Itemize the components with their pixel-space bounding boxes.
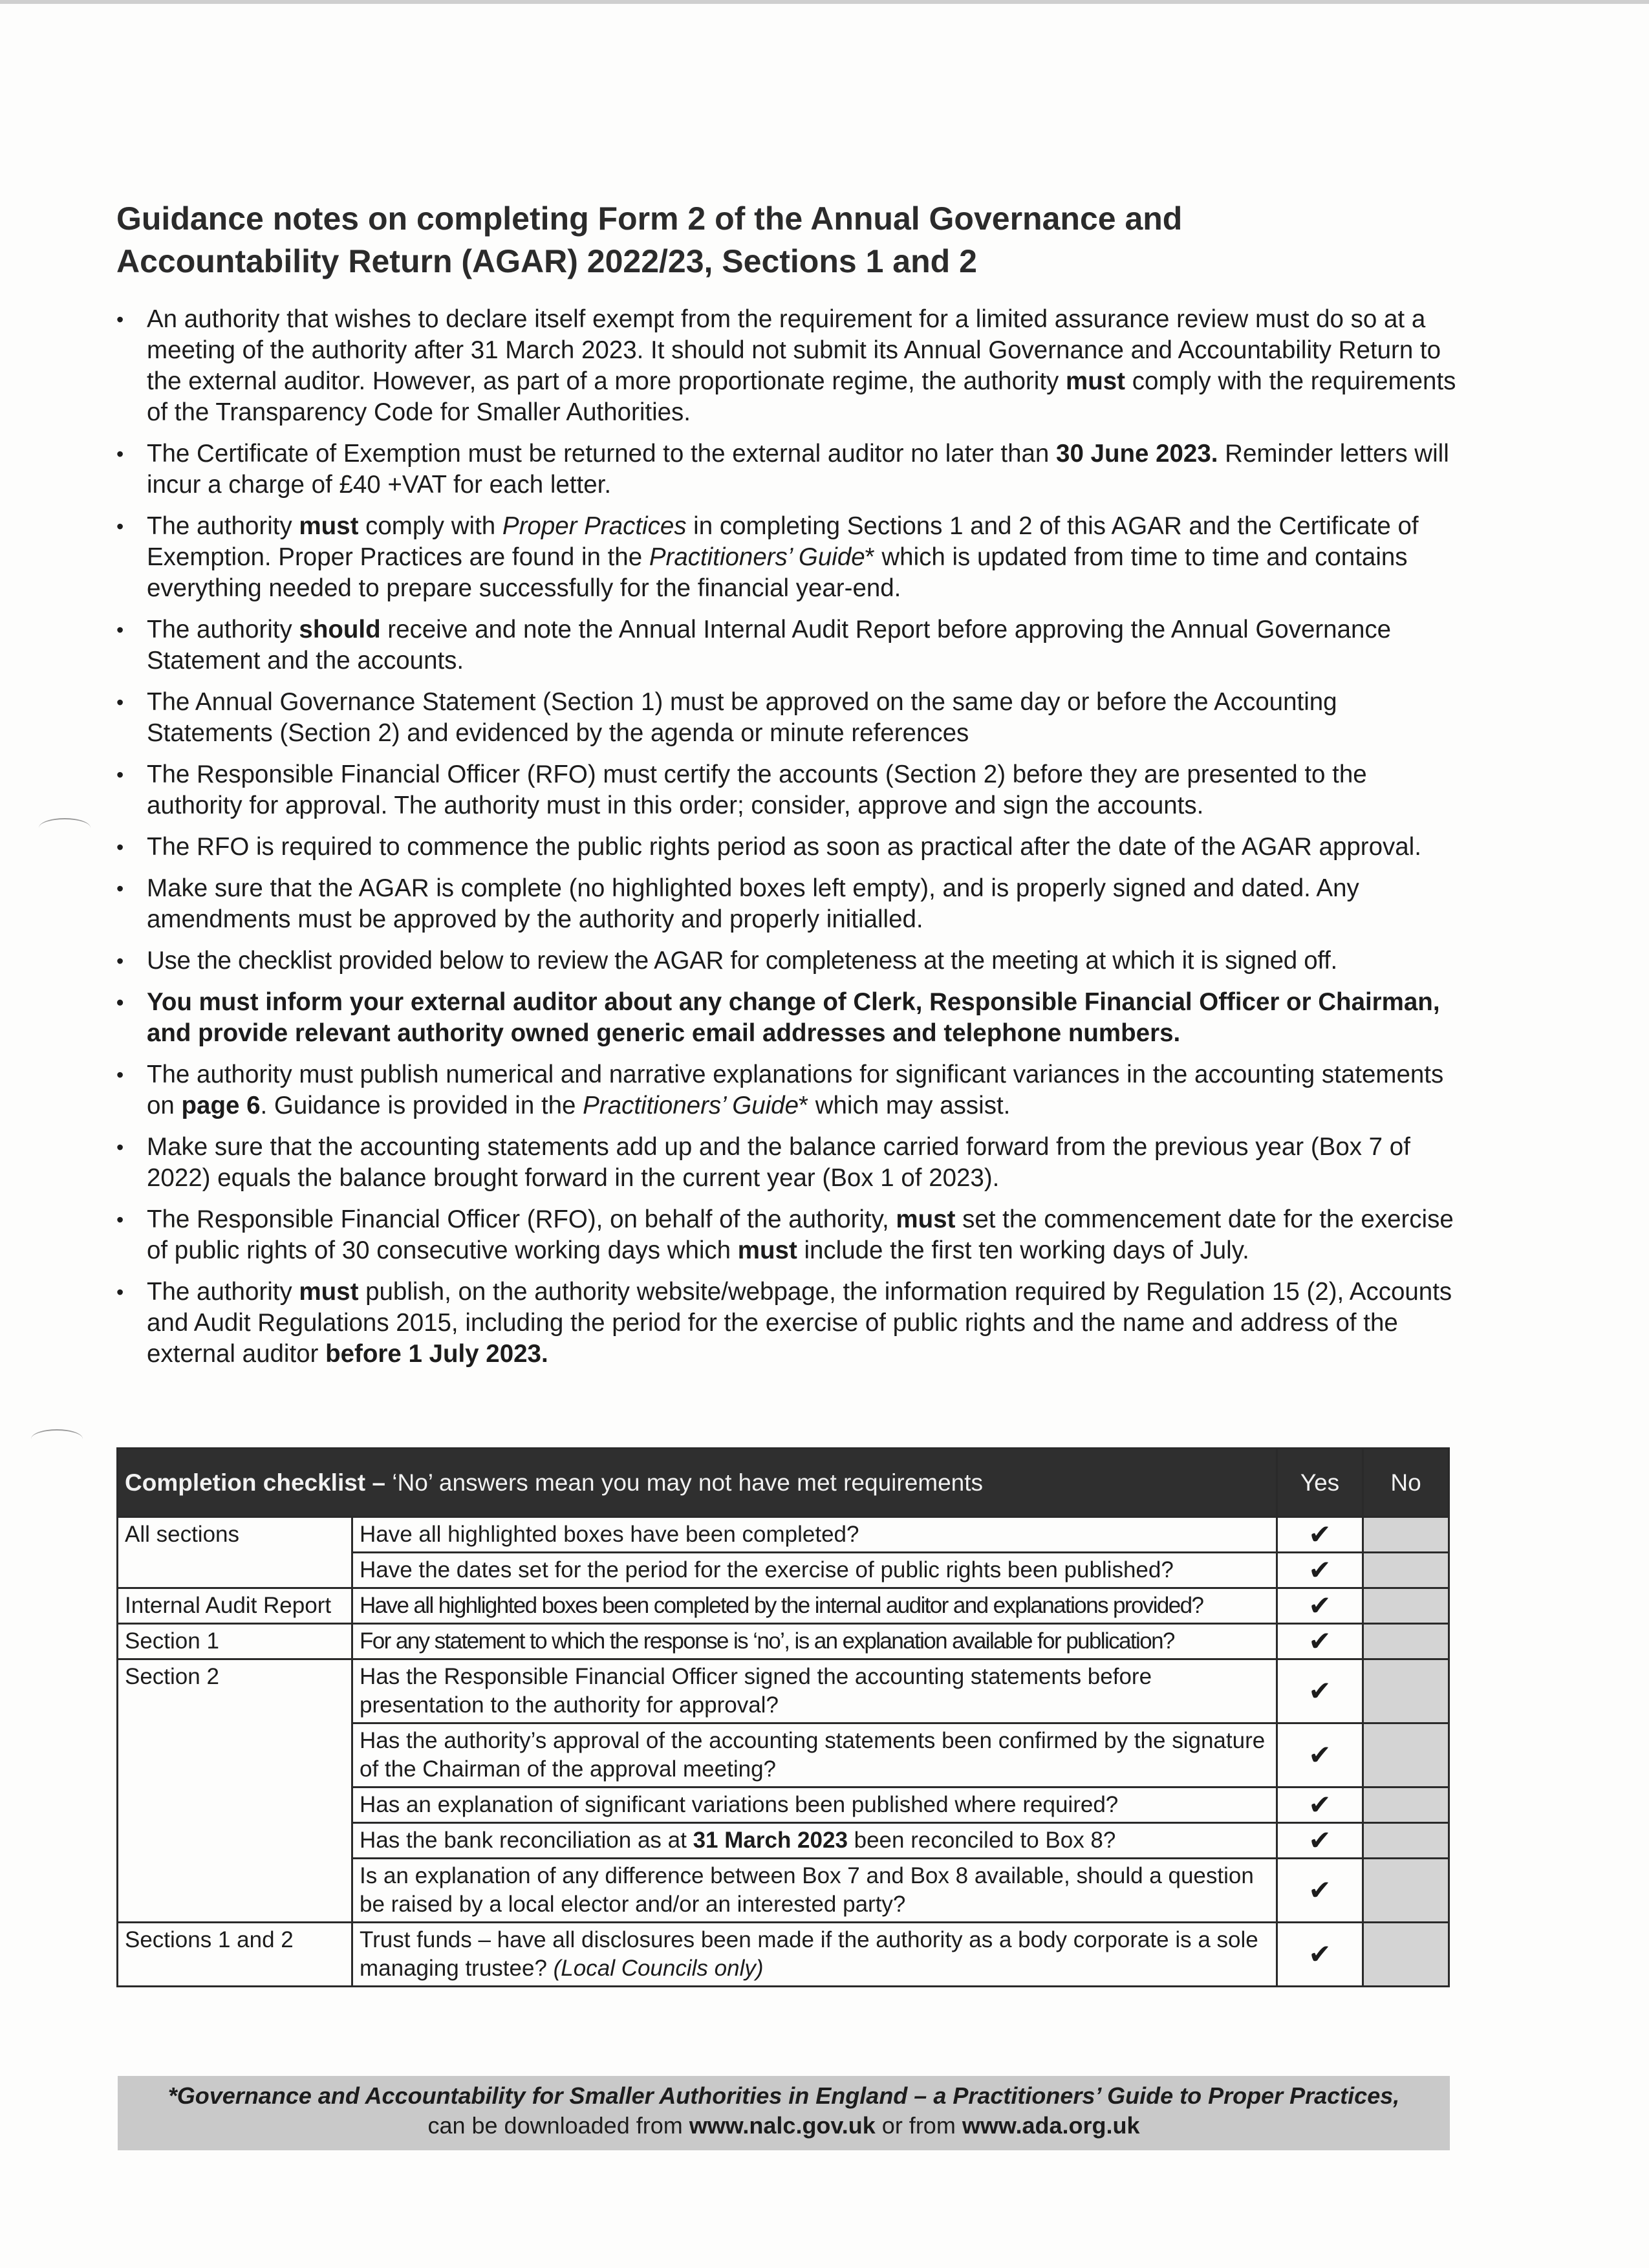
- no-checkbox[interactable]: [1363, 1588, 1449, 1624]
- check-icon: ✔: [1308, 1519, 1331, 1550]
- list-item: • The RFO is required to commence the public rights period as soon as practical after the date of the AGAR approval.: [110, 832, 1461, 863]
- footer-guide-title: *Governance and Accountability for Smaller Authorities in England – a Practitioners’ Guide to Proper Practices,: [167, 2082, 1400, 2109]
- yes-checkbox[interactable]: [1277, 1823, 1363, 1859]
- yes-checkbox[interactable]: [1277, 1723, 1363, 1787]
- list-item: • You must inform your external auditor about any change of Clerk, Responsible Financial Officer or Chairman, and provide relevant authority owned generic email addresses and telephone numbers.: [110, 987, 1461, 1049]
- footer-download-line: can be downloaded from www.nalc.gov.uk or from www.ada.org.uk: [427, 2112, 1140, 2139]
- table-row: [118, 1588, 1449, 1624]
- question-cell: Have the dates set for the period for the exercise of public rights been published?: [352, 1553, 1277, 1588]
- yes-checkbox[interactable]: [1277, 1787, 1363, 1823]
- table-row: [118, 1517, 1449, 1553]
- yes-checkbox[interactable]: [1277, 1517, 1363, 1553]
- list-item: • The Responsible Financial Officer (RFO) must certify the accounts (Section 2) before they are presented to the authority for approval. The authority must in this order; consider, approve and sign the accounts.: [110, 759, 1461, 821]
- question-cell: Has an explanation of significant variations been published where required?: [352, 1787, 1277, 1823]
- question-cell: For any statement to which the response is ‘no’, is an explanation available for publication?: [352, 1624, 1277, 1659]
- check-icon: ✔: [1308, 1590, 1331, 1621]
- table-row: [118, 1923, 1449, 1987]
- no-checkbox[interactable]: [1363, 1787, 1449, 1823]
- scan-punch-mark: [31, 1429, 83, 1449]
- list-item: • The Certificate of Exemption must be returned to the external auditor no later than 30 June 2023. Reminder letters will incur a charge of £40 +VAT for each letter.: [110, 438, 1461, 501]
- list-item: • The authority must publish numerical and narrative explanations for significant variances in the accounting statements on page 6. Guidance is provided in the Practitioners’ Guide* which may assist.: [110, 1059, 1461, 1121]
- table-row: [118, 1624, 1449, 1659]
- question-cell: Trust funds – have all disclosures been made if the authority as a body corporate is a sole managing trustee? (Local Councils only): [352, 1923, 1277, 1987]
- list-item: • The authority must comply with Proper Practices in completing Sections 1 and 2 of this AGAR and the Certificate of Exemption. Proper Practices are found in the Practitioners’ Guide* which is updated from time to time and contains everything needed to prepare successfully for the financial year-end.: [110, 511, 1461, 604]
- list-item: • The Annual Governance Statement (Section 1) must be approved on the same day or before the Accounting Statements (Section 2) and evidenced by the agenda or minute references: [110, 687, 1461, 749]
- question-cell: Have all highlighted boxes have been completed?: [352, 1517, 1277, 1553]
- no-checkbox[interactable]: [1363, 1659, 1449, 1723]
- no-checkbox[interactable]: [1363, 1723, 1449, 1787]
- no-checkbox[interactable]: [1363, 1859, 1449, 1923]
- check-icon: ✔: [1308, 1740, 1331, 1770]
- list-item: • Make sure that the accounting statements add up and the balance carried forward from the previous year (Box 7 of 2022) equals the balance brought forward in the current year (Box 1 of 2023).: [110, 1132, 1461, 1194]
- question-cell: Is an explanation of any difference between Box 7 and Box 8 available, should a question be raised by a local elector and/or an interested party?: [352, 1859, 1277, 1923]
- check-icon: ✔: [1308, 1676, 1331, 1706]
- list-item: • The authority should receive and note the Annual Internal Audit Report before approving the Annual Governance Statement and the accounts.: [110, 614, 1461, 676]
- section-cell: All sections: [118, 1517, 352, 1588]
- check-icon: ✔: [1308, 1789, 1331, 1820]
- section-cell: Internal Audit Report: [118, 1588, 352, 1624]
- footer-note: [118, 2076, 1450, 2150]
- check-icon: ✔: [1308, 1939, 1331, 1969]
- check-icon: ✔: [1308, 1626, 1331, 1656]
- no-checkbox[interactable]: [1363, 1553, 1449, 1588]
- list-item: • Make sure that the AGAR is complete (no highlighted boxes left empty), and is properly signed and dated. Any amendments must be approved by the authority and properly initialled.: [110, 873, 1461, 935]
- list-item: • Use the checklist provided below to review the AGAR for completeness at the meeting at which it is signed off.: [110, 945, 1461, 977]
- section-cell: Sections 1 and 2: [118, 1923, 352, 1987]
- yes-checkbox[interactable]: [1277, 1624, 1363, 1659]
- yes-checkbox[interactable]: [1277, 1923, 1363, 1987]
- title-line-1: Guidance notes on completing Form 2 of the Annual Governance and: [116, 200, 1183, 237]
- no-column-header: No: [1363, 1449, 1449, 1517]
- title-line-2: Accountability Return (AGAR) 2022/23, Sections 1 and 2: [116, 243, 977, 279]
- question-cell: Have all highlighted boxes been completed by the internal auditor and explanations provided?: [352, 1588, 1277, 1624]
- scan-punch-mark: [39, 818, 91, 837]
- question-cell: Has the authority’s approval of the accounting statements been confirmed by the signature of the Chairman of the approval meeting?: [352, 1723, 1277, 1787]
- check-icon: ✔: [1308, 1555, 1331, 1585]
- list-item: • The authority must publish, on the authority website/webpage, the information required by Regulation 15 (2), Accounts and Audit Regulations 2015, including the period for the exercise of public rights and the name and address of the external auditor before 1 July 2023.: [110, 1277, 1461, 1370]
- nalc-link[interactable]: www.nalc.gov.uk: [689, 2112, 876, 2139]
- section-cell: Section 1: [118, 1624, 352, 1659]
- guidance-list: [110, 304, 1461, 1380]
- page-top-edge: [0, 0, 1649, 4]
- yes-checkbox[interactable]: [1277, 1553, 1363, 1588]
- no-checkbox[interactable]: [1363, 1923, 1449, 1987]
- no-checkbox[interactable]: [1363, 1624, 1449, 1659]
- ada-link[interactable]: www.ada.org.uk: [962, 2112, 1140, 2139]
- check-icon: ✔: [1308, 1825, 1331, 1855]
- yes-checkbox[interactable]: [1277, 1659, 1363, 1723]
- table-row: [118, 1659, 1449, 1723]
- completion-checklist-table: [116, 1447, 1450, 1987]
- question-cell: Has the bank reconciliation as at 31 March 2023 been reconciled to Box 8?: [352, 1823, 1277, 1859]
- section-cell: Section 2: [118, 1659, 352, 1923]
- check-icon: ✔: [1308, 1875, 1331, 1905]
- yes-checkbox[interactable]: [1277, 1859, 1363, 1923]
- list-item: • The Responsible Financial Officer (RFO), on behalf of the authority, must set the commencement date for the exercise of public rights of 30 consecutive working days which must include the first ten working days of July.: [110, 1204, 1461, 1266]
- question-cell: Has the Responsible Financial Officer signed the accounting statements before presentation to the authority for approval?: [352, 1659, 1277, 1723]
- table-header-row: [118, 1449, 1449, 1517]
- yes-column-header: Yes: [1277, 1449, 1363, 1517]
- yes-checkbox[interactable]: [1277, 1588, 1363, 1624]
- checklist-header: Completion checklist – ‘No’ answers mean you may not have met requirements: [118, 1449, 1277, 1517]
- no-checkbox[interactable]: [1363, 1823, 1449, 1859]
- list-item: • An authority that wishes to declare itself exempt from the requirement for a limited assurance review must do so at a meeting of the authority after 31 March 2023. It should not submit its Annual Governance and Accountability Return to the external auditor. However, as part of a more proportionate regime, the authority must comply with the requirements of the Transparency Code for Smaller Authorities.: [110, 304, 1461, 428]
- page-title: [116, 197, 1474, 283]
- no-checkbox[interactable]: [1363, 1517, 1449, 1553]
